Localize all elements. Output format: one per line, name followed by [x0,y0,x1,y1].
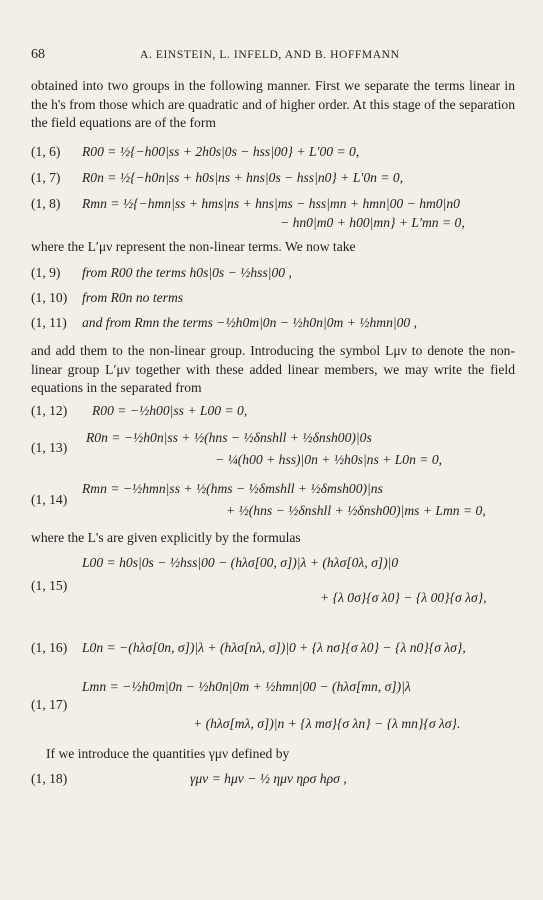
equation-1-7: R0n = ½{−h0n|ss + h0s|ns + hns|0s − hss|n0} + L′0n = 0, [82,170,404,185]
equation-number-1-16: (1, 16) [31,640,68,655]
equation-1-6: R00 = ½{−h00|ss + 2h0s|0s − hss|00} + L′00 = 0, [82,144,360,159]
equation-number-1-13: (1, 13) [31,440,68,455]
equation-1-15-line-2: + {λ 0σ}{σ λ0} − {λ 00}{σ λσ}, [320,590,487,605]
paragraph-separated-text: and add them to the non-linear group. Introducing the symbol Lμν to denote the non-linear group L′μν together with these added linear members, we may write the field equations in the separated from [31,343,515,396]
equation-number-1-9: (1, 9) [31,265,61,280]
equation-1-8-line-1: Rmn = ½{−hmn|ss + hms|ns + hns|ms − hss|mn + hmn|00 − hm0|n0 [82,196,460,211]
equation-1-9: from R00 the terms h0s|0s − ½hss|00 , [82,265,292,280]
equation-1-13-line-1: R0n = −½h0n|ss + ½(hns − ½δnshll + ½δnsh00)|0s [86,430,372,445]
equation-1-17-line-1: Lmn = −½h0m|0n − ½h0n|0m + ½hmn|00 − (hλσ[mn, σ])|λ [82,679,411,694]
page-number: 68 [31,47,45,62]
equation-number-1-10: (1, 10) [31,290,68,305]
paragraph-nonlinear-text: where the L′μν represent the non-linear terms. We now take [31,239,356,254]
equation-1-13-line-2: − ¼(h00 + hss)|0n + ½h0s|ns + L0n = 0, [215,452,443,467]
equation-1-18: γμν = hμν − ½ ημν ηρσ hρσ , [190,771,347,786]
equation-1-14-line-2: + ½(hns − ½δnshll + ½δnsh00)|ms + Lmn = 0, [226,503,486,518]
paragraph-gamma [46,745,515,764]
paragraph-formulas [31,529,515,548]
equation-number-1-18: (1, 18) [31,771,68,786]
equation-1-12: R00 = −½h00|ss + L00 = 0, [92,403,248,418]
equation-1-11: and from Rmn the terms −½h0m|0n − ½h0n|0m + ½hmn|00 , [82,315,418,330]
equation-number-1-14: (1, 14) [31,492,68,507]
running-title: A. EINSTEIN, L. INFELD, AND B. HOFFMANN [140,49,400,61]
equation-1-14-line-1: Rmn = −½hmn|ss + ½(hms − ½δmshll + ½δmsh00)|ns [82,481,383,496]
equation-number-1-17: (1, 17) [31,697,68,712]
paragraph-gamma-text: If we introduce the quantities γμν defined by [46,746,290,761]
paragraph-intro [31,77,515,133]
equation-1-17-line-2: + (hλσ[mλ, σ])|n + {λ mσ}{σ λn} − {λ mn}{σ λσ}. [193,716,461,731]
equation-number-1-15: (1, 15) [31,578,68,593]
equation-number-1-6: (1, 6) [31,144,61,159]
paragraph-formulas-text: where the L's are given explicitly by the formulas [31,530,301,545]
equation-1-15-line-1: L00 = h0s|0s − ½hss|00 − (hλσ[00, σ])|λ + (hλσ[0λ, σ])|0 [82,555,399,570]
equation-1-10: from R0n no terms [82,290,184,305]
paragraph-separated [31,342,515,398]
paragraph-intro-text: obtained into two groups in the following manner. First we separate the terms linear in the h's from those which are quadratic and of higher order. At this stage of the separation the field equations are of the form [31,78,515,131]
paragraph-nonlinear [31,238,515,257]
equation-number-1-11: (1, 11) [31,315,67,330]
equation-number-1-7: (1, 7) [31,170,61,185]
equation-1-16: L0n = −(hλσ[0n, σ])|λ + (hλσ[nλ, σ])|0 + {λ nσ}{σ λ0} − {λ n0}{σ λσ}, [82,640,466,655]
equation-number-1-12: (1, 12) [31,403,68,418]
equation-1-8-line-2: − hn0|m0 + h00|mn} + L′mn = 0, [280,215,465,230]
equation-number-1-8: (1, 8) [31,196,61,211]
